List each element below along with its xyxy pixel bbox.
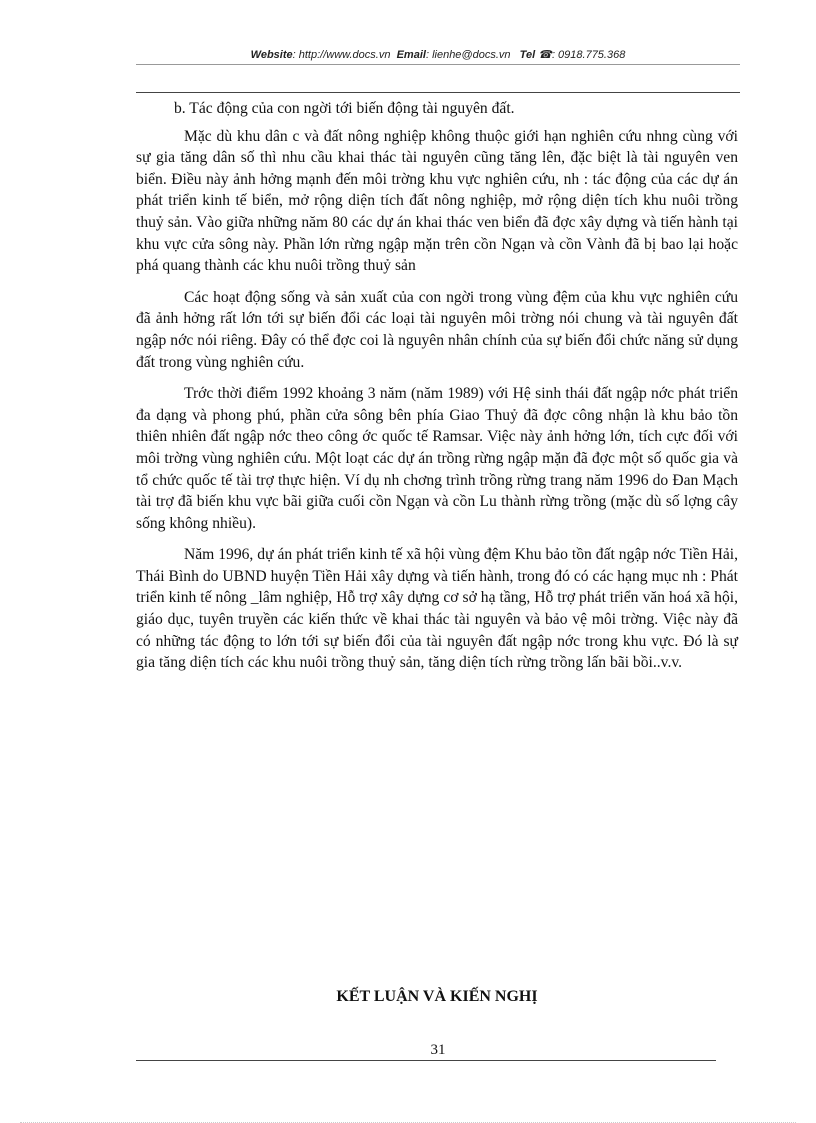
page-header	[136, 48, 740, 61]
email-value[interactable]: : lienhe@docs.vn	[425, 49, 511, 61]
website-label: Website	[250, 49, 293, 61]
page-number: 31	[430, 1042, 446, 1058]
paragraph-1: Mặc dù khu dân c và đất nông nghiệp không thuộc giới hạn nghiên cứu nhng cùng với sự gia tăng dân số thì nhu cầu khai thác tài nguyên cũng tăng lên, đặc biệt là tài nguyên ven biển. Điều này ảnh hởng mạnh đến môi trờng khu vực nghiên cứu, nh : tác động của các dự án phát triển kinh tế biển, mở rộng diện tích đất nông nghiệp, mở rộng diện tích khu nuôi trồng thuỷ sản. Vào giữa những năm 80 các dự án khai thác ven biển đã đợc xây dựng và tiến hành tại khu vực cửa sông này. Phần lớn rừng ngập mặn trên cồn Ngạn và cồn Vành đã bị bao lại hoặc phá quang thành các khu nuôi trồng thuỷ sản	[136, 127, 738, 275]
phone-icon: ☎	[538, 49, 552, 61]
paragraph-4: Năm 1996, dự án phát triển kinh tế xã hội vùng đệm Khu bảo tồn đất ngập nớc Tiền Hải, Thái Bình do UBND huyện Tiền Hải xây dựng và tiến hành, trong đó có các hạng mục nh : Phát triển kinh tế nông _lâm nghiệp, Hỗ trợ xây dựng cơ sở hạ tầng, Hỗ trợ phát triển văn hoá xã hội, giáo dục, tuyên truyền các kiến thức về khai thác tài nguyên và bảo vệ môi trờng. Việc này đã có những tác động to lớn tới sự biến đổi của tài nguyên đất ngập nớc trong khu vực. Đó là sự gia tăng diện tích các khu nuôi trồng thuỷ sản, tăng diện tích rừng trồng lấn bãi bồi..v.v.	[136, 546, 738, 672]
tel-label: Tel	[519, 49, 536, 61]
section-heading: b. Tác động của con ngời tới biến động tài nguyên đất.	[174, 100, 515, 117]
website-value[interactable]: : http://www.docs.vn	[292, 49, 391, 61]
document-body	[136, 98, 738, 684]
footer-divider	[136, 1060, 716, 1061]
content-top-divider	[136, 92, 740, 93]
paragraph-3: Trớc thời điểm 1992 khoảng 3 năm (năm 1989) với Hệ sinh thái đất ngập nớc phát triển đa dạng và phong phú, phần cửa sông bên phía Giao Thuỷ đã đợc công nhận là khu bảo tồn thiên nhiên đất ngập nớc theo công ớc quốc tế Ramsar. Việc này ảnh hởng lớn, tích cực đối với môi trờng vùng nghiên cứu. Một loạt các dự án trồng rừng ngập mặn đã đợc một số quốc gia và tổ chức quốc tế tài trợ thực hiện. Ví dụ nh chơng trình trồng rừng trang năm 1996 do Đan Mạch tài trợ đã biến khu vực bãi giữa cuối cồn Ngạn và cồn Lu thành rừng trồng (mặc dù số lợng cây sống không nhiều).	[136, 385, 738, 532]
header-divider	[136, 64, 740, 65]
conclusion-heading: KẾT LUẬN VÀ KIẾN NGHỊ	[336, 988, 538, 1005]
paragraph-2: Các hoạt động sống và sản xuất của con ngời trong vùng đệm của khu vực nghiên cứu đã ảnh hởng rất lớn tới sự biến đổi các loại tài nguyên môi trờng nói chung và tài nguyên đất ngập nớc nói riêng. Đây có thể đợc coi là nguyên nhân chính của sự biến đổi chức năng sử dụng đất trong vùng nghiên cứu.	[136, 288, 738, 371]
email-label: Email	[396, 49, 426, 61]
tel-value: : 0918.775.368	[551, 49, 626, 61]
